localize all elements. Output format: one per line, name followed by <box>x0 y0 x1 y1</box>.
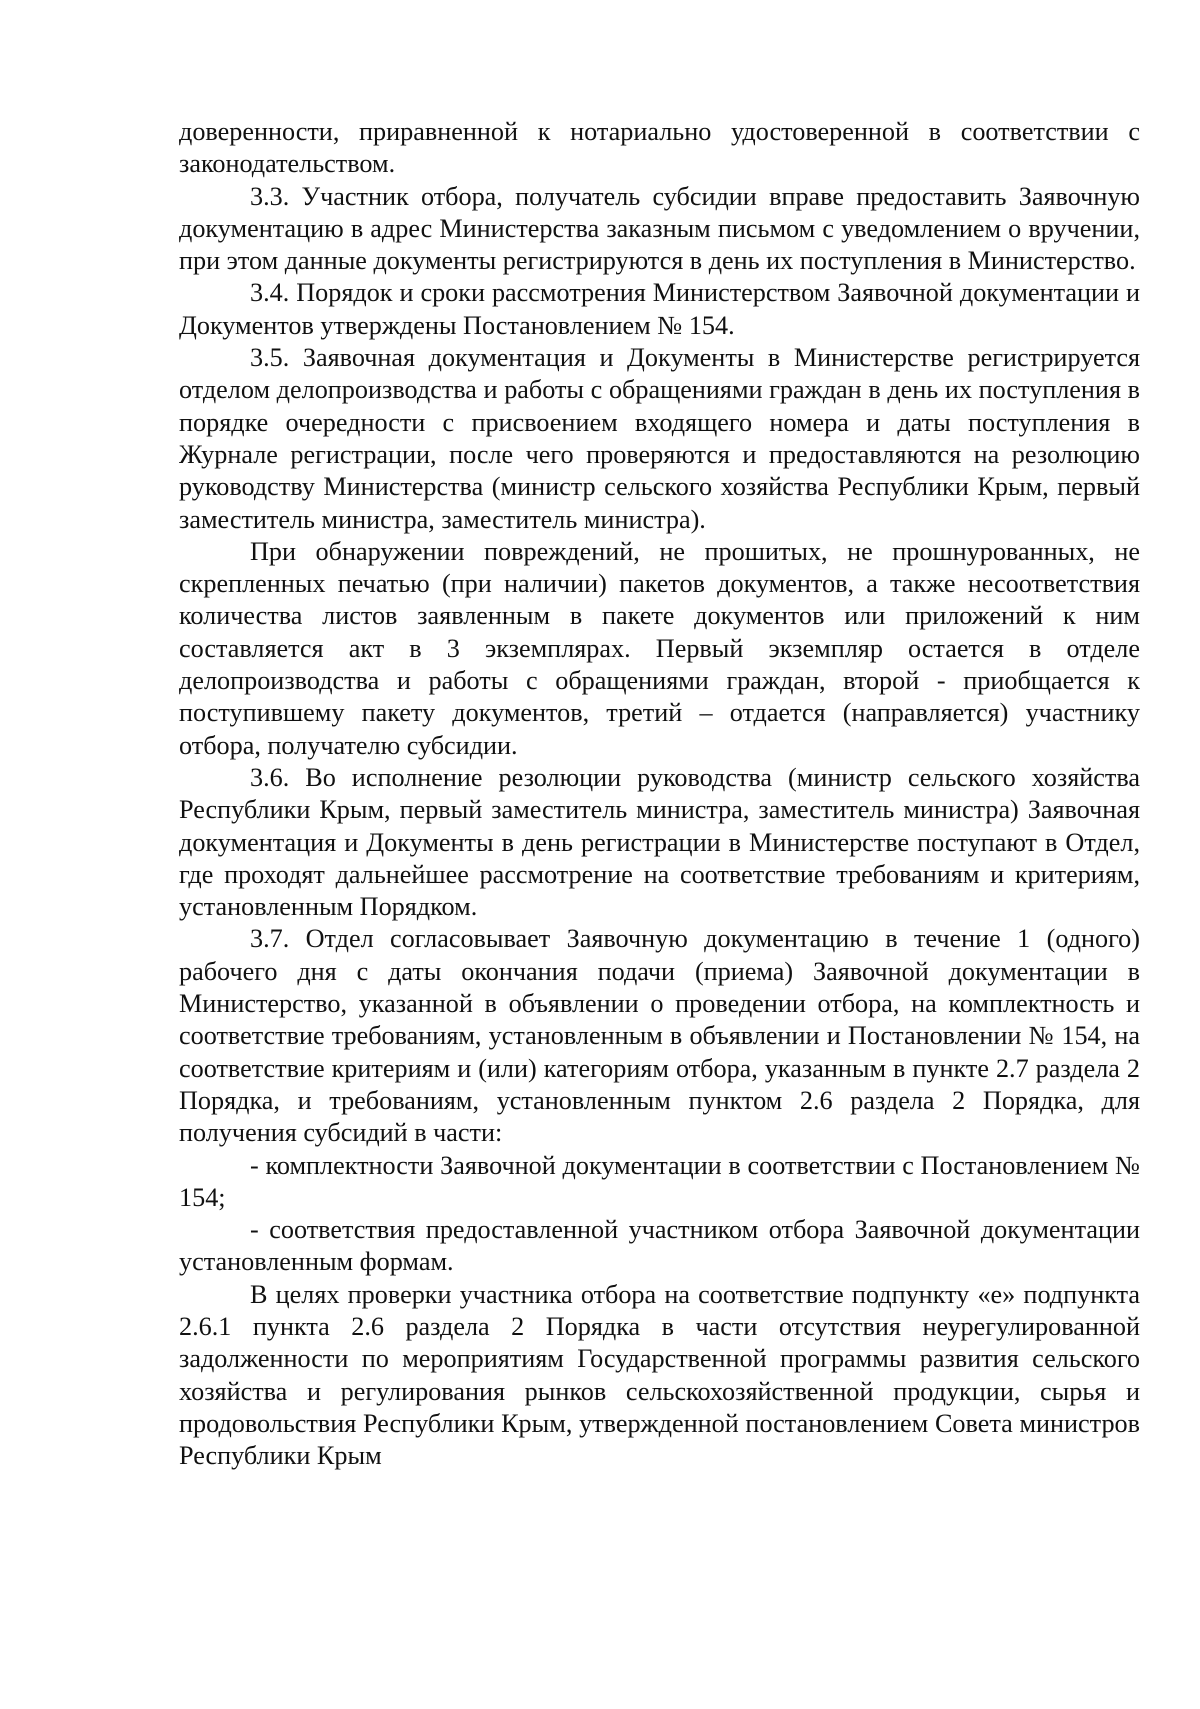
list-item-completeness: - комплектности Заявочной документации в соответствии с Постановлением № 154; <box>179 1150 1140 1212</box>
paragraph-3-5: 3.5. Заявочная документация и Документы в Министерстве регистрируется отделом делопроизводства и работы с обращениями граждан в день их поступления в порядке очередности с присвоением входящего номера и даты поступления в Журнале регистрации, после чего проверяются и предоставляются на резолюцию руководству Министерства (министр сельского хозяйства Республики Крым, первый заместитель министра, заместитель министра). <box>179 343 1140 534</box>
paragraph-damage-act: При обнаружении повреждений, не прошитых, не прошнурованных, не скрепленных печатью (при наличии) пакетов документов, а также несоответствия количества листов заявленным в пакете документов или приложений к ним составляется акт в 3 экземплярах. Первый экземпляр остается в отделе делопроизводства и работы с обращениями граждан, второй - приобщается к поступившему пакету документов, третий – отдается (направляется) участнику отбора, получателю субсидии. <box>179 536 1140 760</box>
paragraph-3-4: 3.4. Порядок и сроки рассмотрения Министерством Заявочной документации и Документов утверждены Постановлением № 154. <box>179 278 1140 340</box>
list-item-forms: - соответствия предоставленной участником отбора Заявочной документации установленным формам. <box>179 1215 1140 1277</box>
paragraph-3-7: 3.7. Отдел согласовывает Заявочную документацию в течение 1 (одного) рабочего дня с даты окончания подачи (приема) Заявочной документации в Министерство, указанной в объявлении о проведении отбора, на комплектность и соответствие требованиям, установленным в объявлении и Постановлении № 154, на соответствие критериям и (или) категориям отбора, указанным в пункте 2.7 раздела 2 Порядка, и требованиям, установленным пунктом 2.6 раздела 2 Порядка, для получения субсидий в части: <box>179 924 1140 1148</box>
paragraph-debt-check: В целях проверки участника отбора на соответствие подпункту «е» подпункта 2.6.1 пункта 2.6 раздела 2 Порядка в части отсутствия неурегулированной задолженности по мероприятиям Государственной программы развития сельского хозяйства и регулирования рынков сельскохозяйственной продукции, сырья и продовольствия Республики Крым, утвержденной постановлением Совета министров Республики Крым <box>179 1279 1140 1471</box>
document-body <box>179 116 1140 1472</box>
paragraph-3-3: 3.3. Участник отбора, получатель субсидии вправе предоставить Заявочную документацию в адрес Министерства заказным письмом с уведомлением о вручении, при этом данные документы регистрируются в день их поступления в Министерство. <box>179 181 1140 276</box>
paragraph-continuation: доверенности, приравненной к нотариально удостоверенной в соответствии с законодательством. <box>179 117 1140 179</box>
paragraph-3-6: 3.6. Во исполнение резолюции руководства (министр сельского хозяйства Республики Крым, первый заместитель министра, заместитель министра) Заявочная документация и Документы в день регистрации в Министерстве поступают в Отдел, где проходят дальнейшее рассмотрение на соответствие требованиям и критериям, установленным Порядком. <box>179 762 1140 922</box>
